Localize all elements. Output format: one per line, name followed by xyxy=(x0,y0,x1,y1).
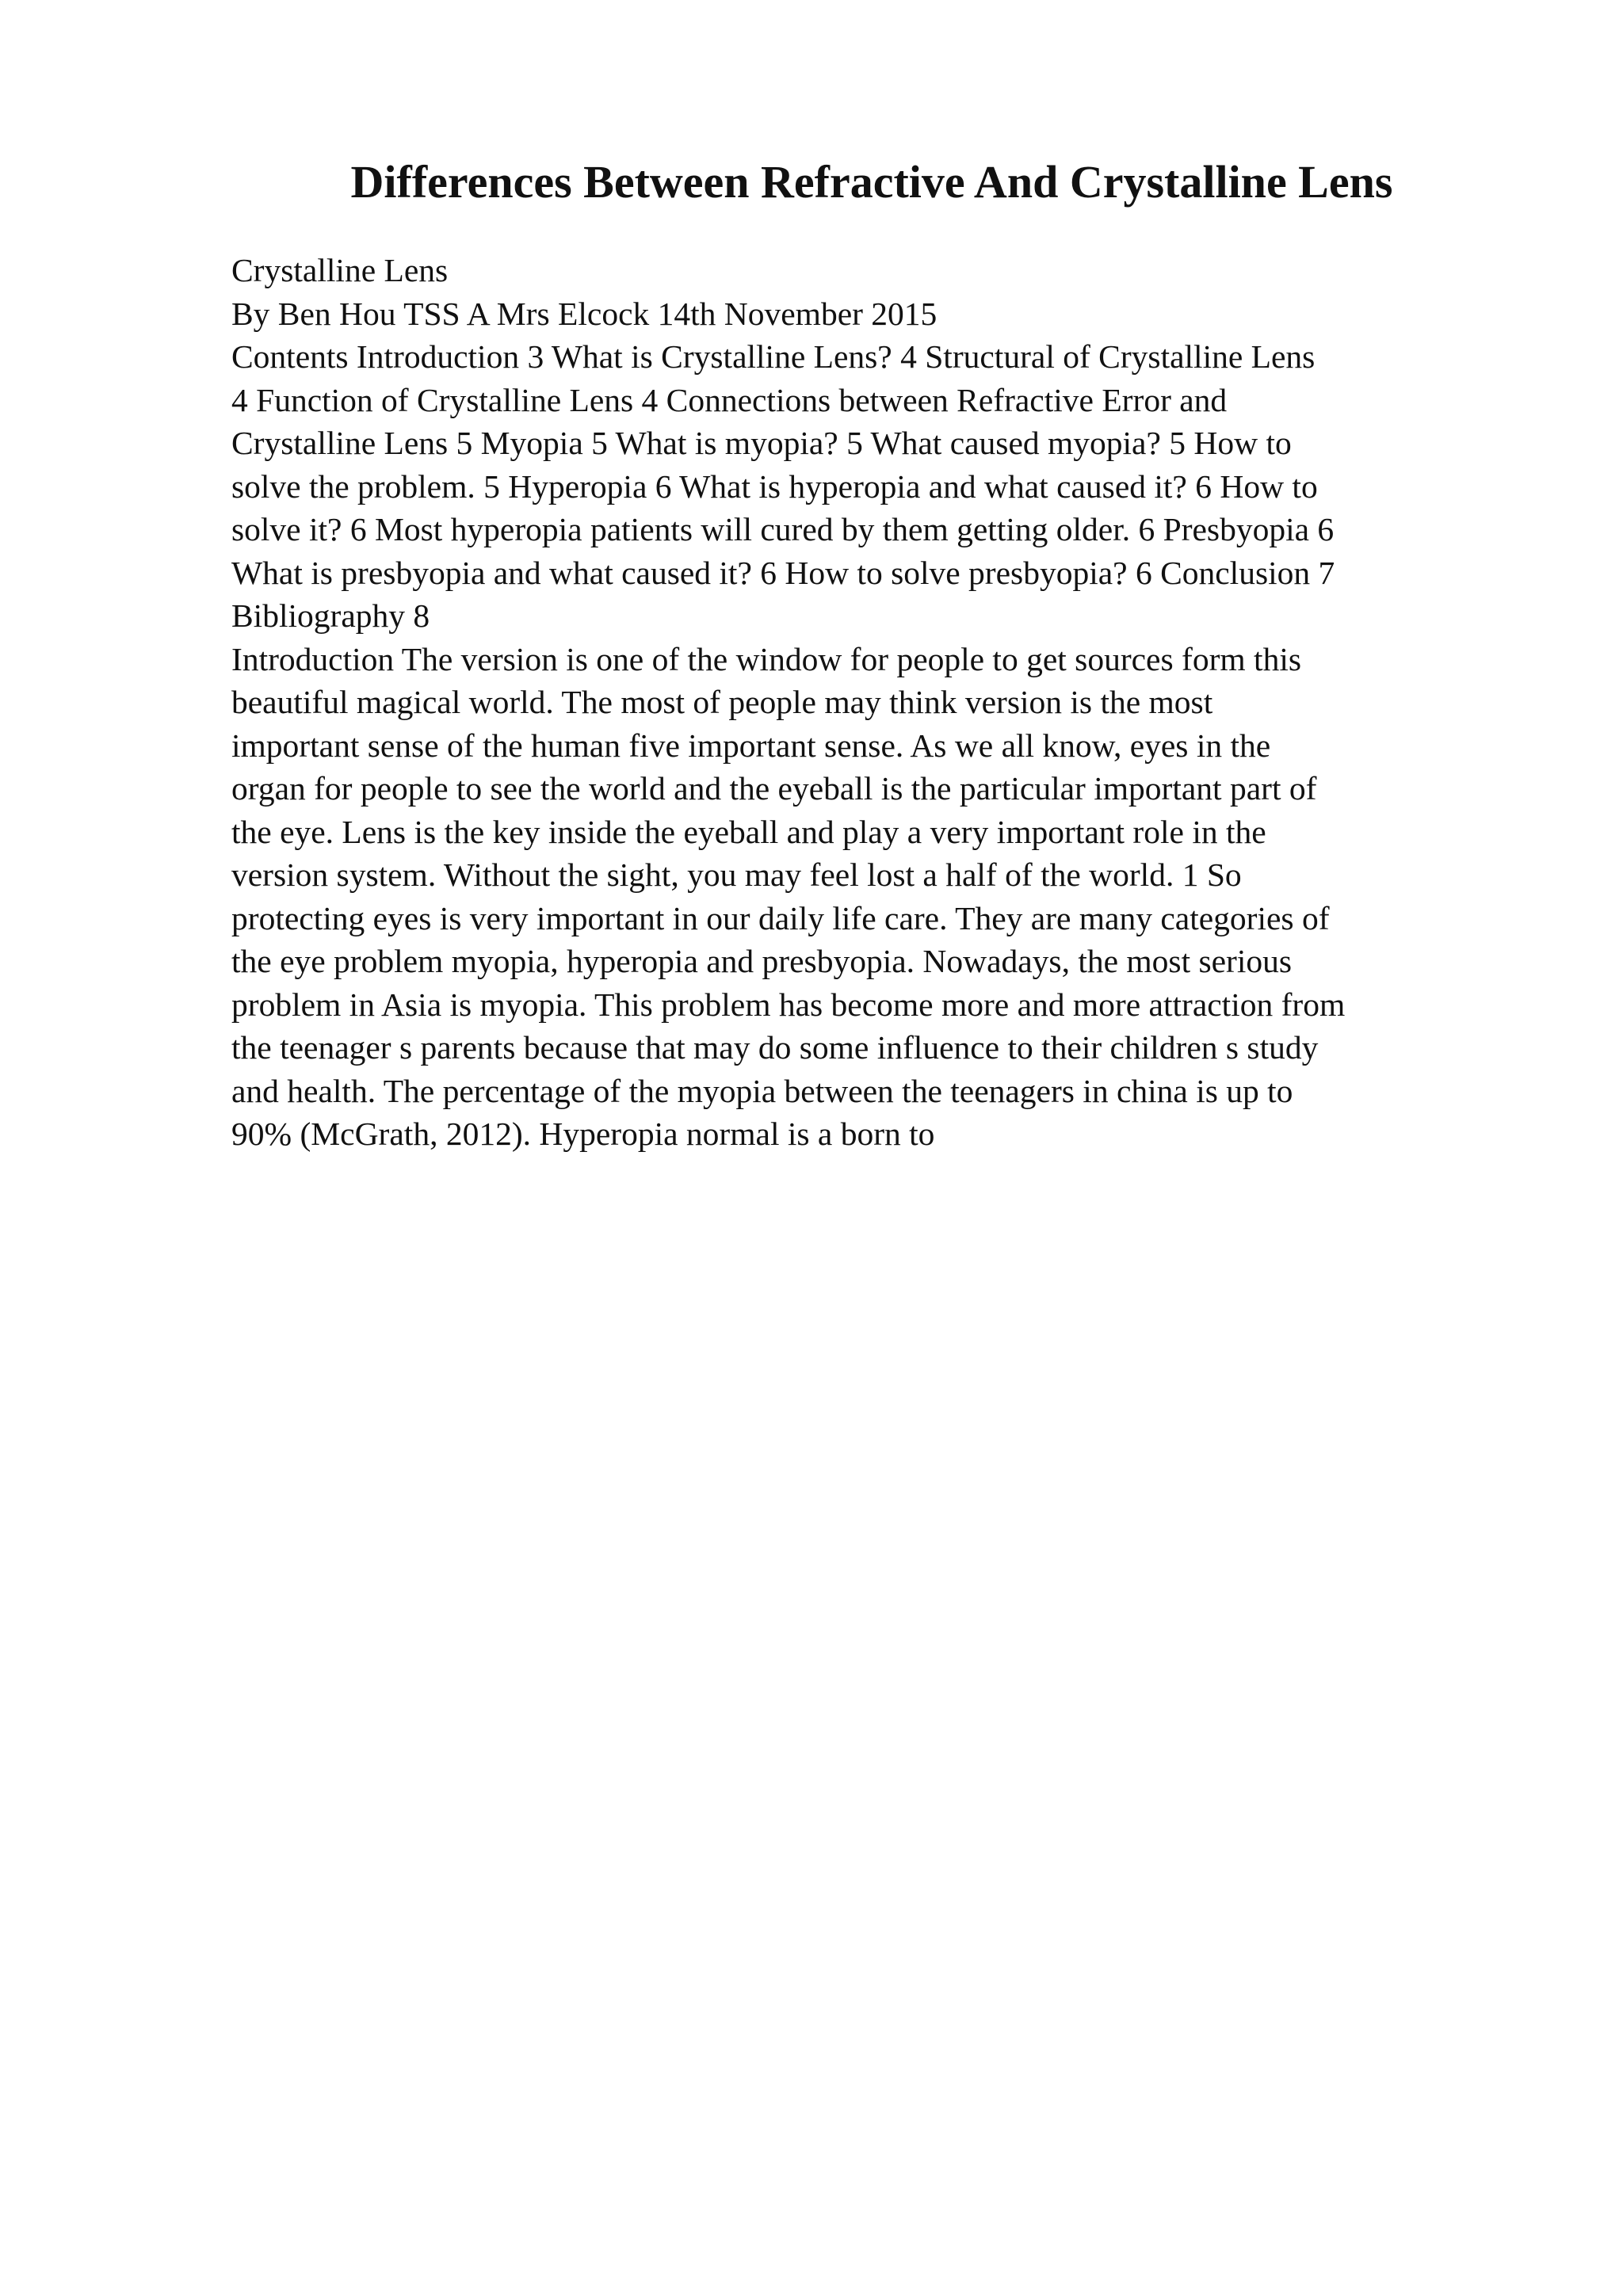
text-line: beautiful magical world. The most of people may think version is the most xyxy=(231,684,1213,720)
text-line: 4 Function of Crystalline Lens 4 Connections between Refractive Error and xyxy=(231,381,1228,418)
document-body xyxy=(231,249,1515,1156)
text-line: version system. Without the sight, you may feel lost a half of the world. 1 So xyxy=(231,856,1242,893)
text-line: Crystalline Lens xyxy=(231,252,449,288)
text-line: and health. The percentage of the myopia between the teenagers in china is up to xyxy=(231,1072,1293,1109)
text-line: By Ben Hou TSS A Mrs Elcock 14th November 2015 xyxy=(231,295,938,332)
text-line: protecting eyes is very important in our daily life care. They are many categories of xyxy=(231,899,1330,936)
text-line: solve the problem. 5 Hyperopia 6 What is hyperopia and what caused it? 6 How to xyxy=(231,467,1318,505)
document-title: Differences Between Refractive And Crystalline Lens xyxy=(350,156,1393,208)
text-line: Contents Introduction 3 What is Crystalline Lens? 4 Structural of Crystalline Lens xyxy=(231,338,1316,375)
text-line: Introduction The version is one of the window for people to get sources form this xyxy=(231,640,1302,677)
text-line: Crystalline Lens 5 Myopia 5 What is myopia? 5 What caused myopia? 5 How to xyxy=(231,425,1292,461)
text-line: Bibliography 8 xyxy=(231,597,430,634)
text-line: the eye problem myopia, hyperopia and presbyopia. Nowadays, the most serious xyxy=(231,943,1293,979)
text-line: problem in Asia is myopia. This problem has become more and more attraction from xyxy=(231,986,1346,1023)
text-line: the teenager s parents because that may do some influence to their children s study xyxy=(231,1029,1319,1066)
text-line: the eye. Lens is the key inside the eyeball and play a very important role in the xyxy=(231,813,1266,850)
text-line: organ for people to see the world and the eyeball is the particular important part of xyxy=(231,770,1317,807)
text-line: solve it? 6 Most hyperopia patients will cured by them getting older. 6 Presbyopia 6 xyxy=(231,511,1335,547)
text-line: 90% (McGrath, 2012). Hyperopia normal is a born to xyxy=(231,1116,935,1152)
text-line: important sense of the human five important sense. As we all know, eyes in the xyxy=(231,727,1271,764)
text-line: What is presbyopia and what caused it? 6 How to solve presbyopia? 6 Conclusion 7 xyxy=(231,554,1335,591)
